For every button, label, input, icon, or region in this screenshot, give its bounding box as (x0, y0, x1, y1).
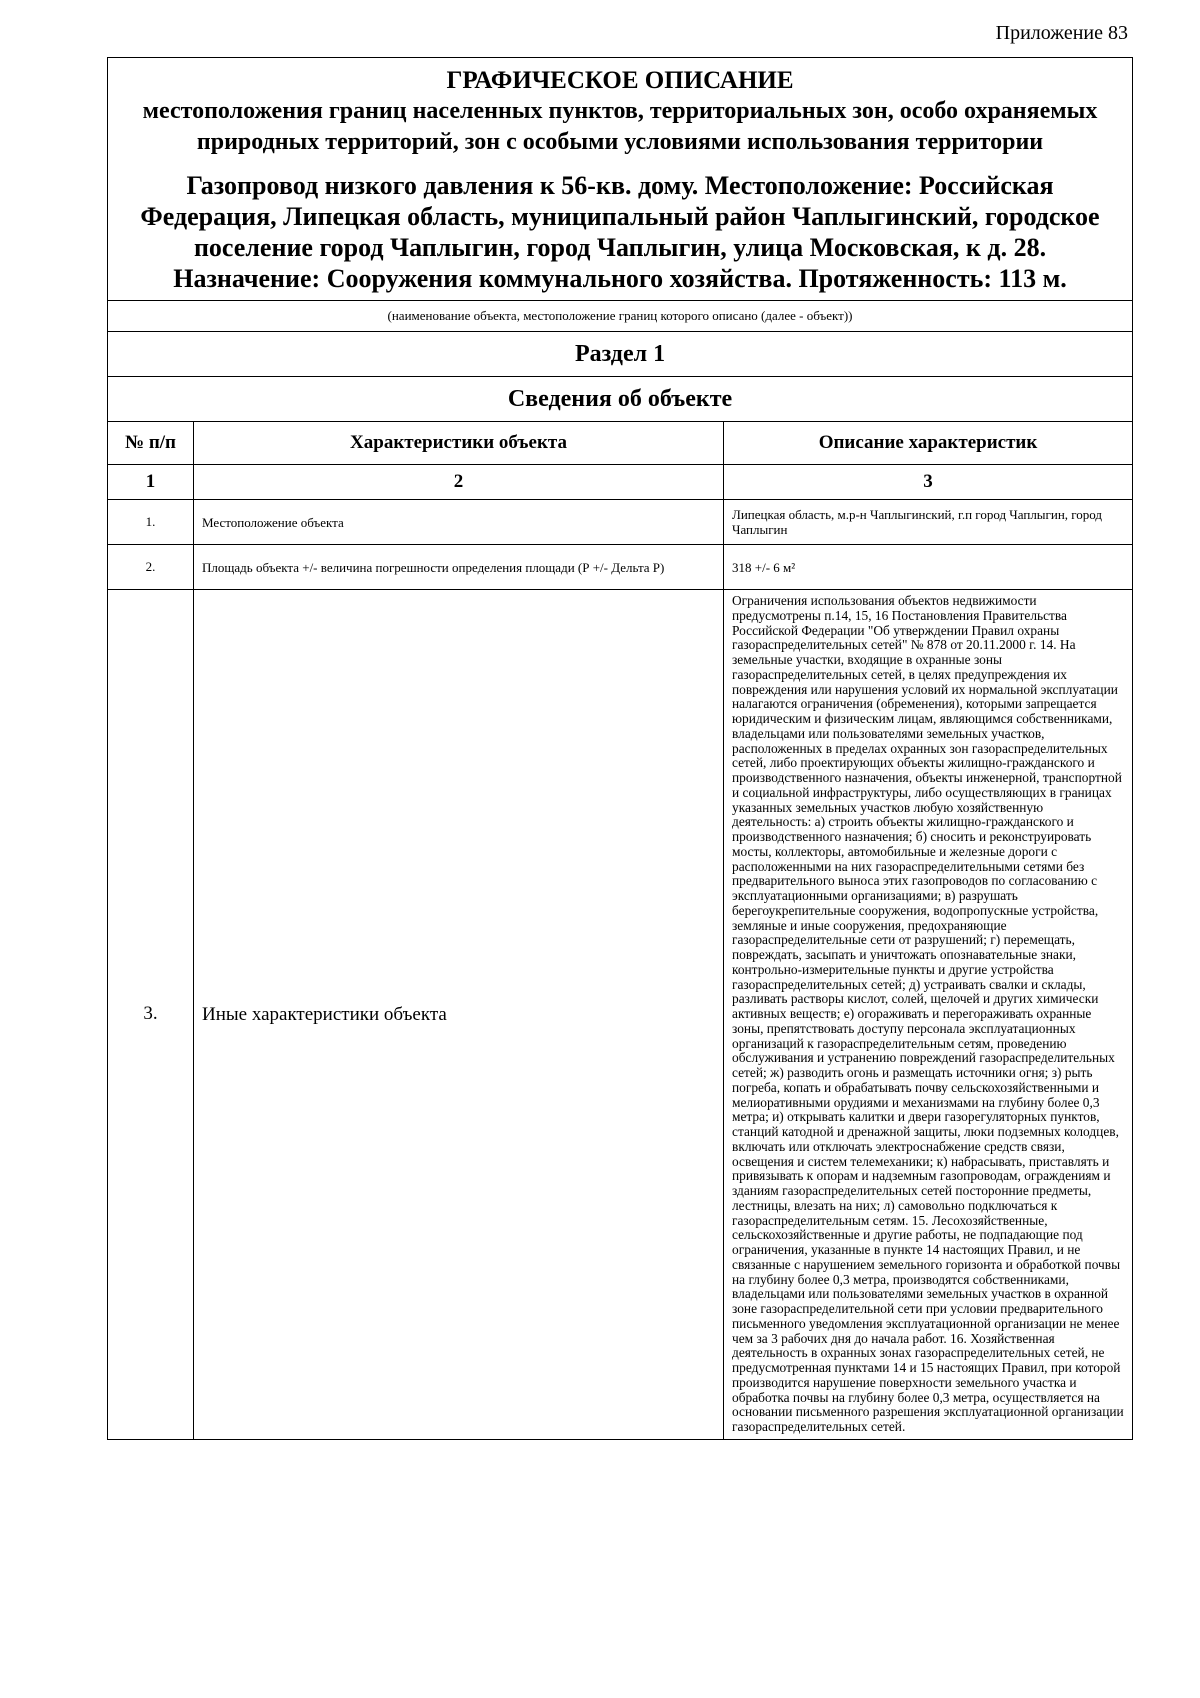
header-cell (108, 58, 1133, 301)
column-header-description: Описание характеристик (724, 422, 1133, 465)
row-description: Липецкая область, м.р-н Чаплыгинский, г.п город Чаплыгин, город Чаплыгин (724, 500, 1133, 545)
table-row (108, 590, 1133, 1440)
column-number-2: 2 (194, 465, 724, 500)
column-number-1: 1 (108, 465, 194, 500)
table-row (108, 500, 1133, 545)
row-number: 3. (108, 590, 194, 1440)
row-number: 1. (108, 500, 194, 545)
document-frame (107, 57, 1132, 1440)
column-header-number: № п/п (108, 422, 194, 465)
description-table (107, 57, 1133, 1440)
column-header-row (108, 422, 1133, 465)
column-number-3: 3 (724, 465, 1133, 500)
row-characteristic: Местоположение объекта (194, 500, 724, 545)
document-title: ГРАФИЧЕСКОЕ ОПИСАНИЕ (446, 67, 794, 94)
document-subtitle: местоположения границ населенных пунктов, территориальных зон, особо охраняемых природных территорий, зон с особыми условиями использования территории (142, 98, 1098, 155)
object-name: Газопровод низкого давления к 56-кв. дому. Местоположение: Российская Федерация, Липецкая область, муниципальный район Чаплыгинский, городское поселение город Чаплыгин, город Чаплыгин, улица Московская, к д. 28. Назначение: Сооружения коммунального хозяйства. Протяженность: 113 м. (140, 171, 1100, 293)
object-caption: (наименование объекта, местоположение границ которого описано (далее - объект)) (108, 301, 1133, 332)
header-row (108, 58, 1133, 301)
row-description: 318 +/- 6 м² (724, 545, 1133, 590)
row-number: 2. (108, 545, 194, 590)
table-row (108, 545, 1133, 590)
row-description: Ограничения использования объектов недвижимости предусмотрены п.14, 15, 16 Постановления Правительства Российской Федерации "Об утверждении Правил охраны газораспределительных сетей" № 878 от 20.11.2000 г. 14. На земельные участки, входящие в охранные зоны газораспределительных сетей, в целях предупреждения их повреждения или нарушения условий их нормальной эксплуатации налагаются ограничения (обременения), которыми запрещается юридическим и физическим лицам, являющимся собственниками, владельцами или пользователями земельных участков, расположенных в пределах охранных зон газораспределительных сетей, либо проектирующих объекты жилищно-гражданского и производственного назначения, объекты инженерной, транспортной и социальной инфраструктуры, либо осуществляющих в границах указанных земельных участков любую хозяйственную деятельность: а) строить объекты жилищно-гражданского и производственного назначения; б) сносить и реконструировать мосты, коллекторы, автомобильные и железные дороги с расположенными на них газораспределительными сетями без предварительного выноса этих газопроводов по согласованию с эксплуатационными организациями; в) разрушать берегоукрепительные сооружения, водопропускные устройства, земляные и иные сооружения, предохраняющие газораспределительные сети от разрушений; г) перемещать, повреждать, засыпать и уничтожать опознавательные знаки, контрольно-измерительные пункты и другие устройства газораспределительных сетей; д) устраивать свалки и склады, разливать растворы кислот, солей, щелочей и других химически активных веществ; е) огораживать и перегораживать охранные зоны, препятствовать доступу персонала эксплуатационных организаций к газораспределительным сетям, проведению обслуживания и устранению повреждений газораспределительных сетей; ж) разводить огонь и размещать источники огня; з) рыть погреба, копать и обрабатывать почву сельскохозяйственными и мелиоративными орудиями и механизмами на глубину более 0,3 метра; и) открывать калитки и двери газорегуляторных пунктов, станций катодной и дренажной защиты, люки подземных колодцев, включать или отключать электроснабжение средств связи, освещения и систем телемеханики; к) набрасывать, приставлять и привязывать к опорам и надземным газопроводам, ограждениям и зданиям газораспределительных сетей посторонние предметы, лестницы, влезать на них; л) самовольно подключаться к газораспределительным сетям. 15. Лесохозяйственные, сельскохозяйственные и другие работы, не подпадающие под ограничения, указанные в пункте 14 настоящих Правил, и не связанные с нарушением земельного горизонта и обработкой почвы на глубину более 0,3 метра, производятся собственниками, владельцами или пользователями земельных участков в охранной зоне газораспределительной сети при условии предварительного письменного уведомления эксплуатационной организации не менее чем за 3 рабочих дня до начала работ. 16. Хозяйственная деятельность в охранных зонах газораспределительных сетей, не предусмотренная пунктами 14 и 15 настоящих Правил, при которой производится нарушение поверхности земельного участка и обработка почвы на глубину более 0,3 метра, осуществляется на основании письменного разрешения эксплуатационной организации газораспределительных сетей. (724, 590, 1133, 1440)
section-row (108, 332, 1133, 377)
row-characteristic: Площадь объекта +/- величина погрешности определения площади (Р +/- Дельта Р) (194, 545, 724, 590)
appendix-label: Приложение 83 (995, 22, 1128, 44)
row-characteristic: Иные характеристики объекта (194, 590, 724, 1440)
section-title: Раздел 1 (108, 332, 1133, 377)
column-number-row (108, 465, 1133, 500)
section-subtitle-row (108, 377, 1133, 422)
section-subtitle: Сведения об объекте (108, 377, 1133, 422)
caption-row (108, 301, 1133, 332)
column-header-characteristic: Характеристики объекта (194, 422, 724, 465)
